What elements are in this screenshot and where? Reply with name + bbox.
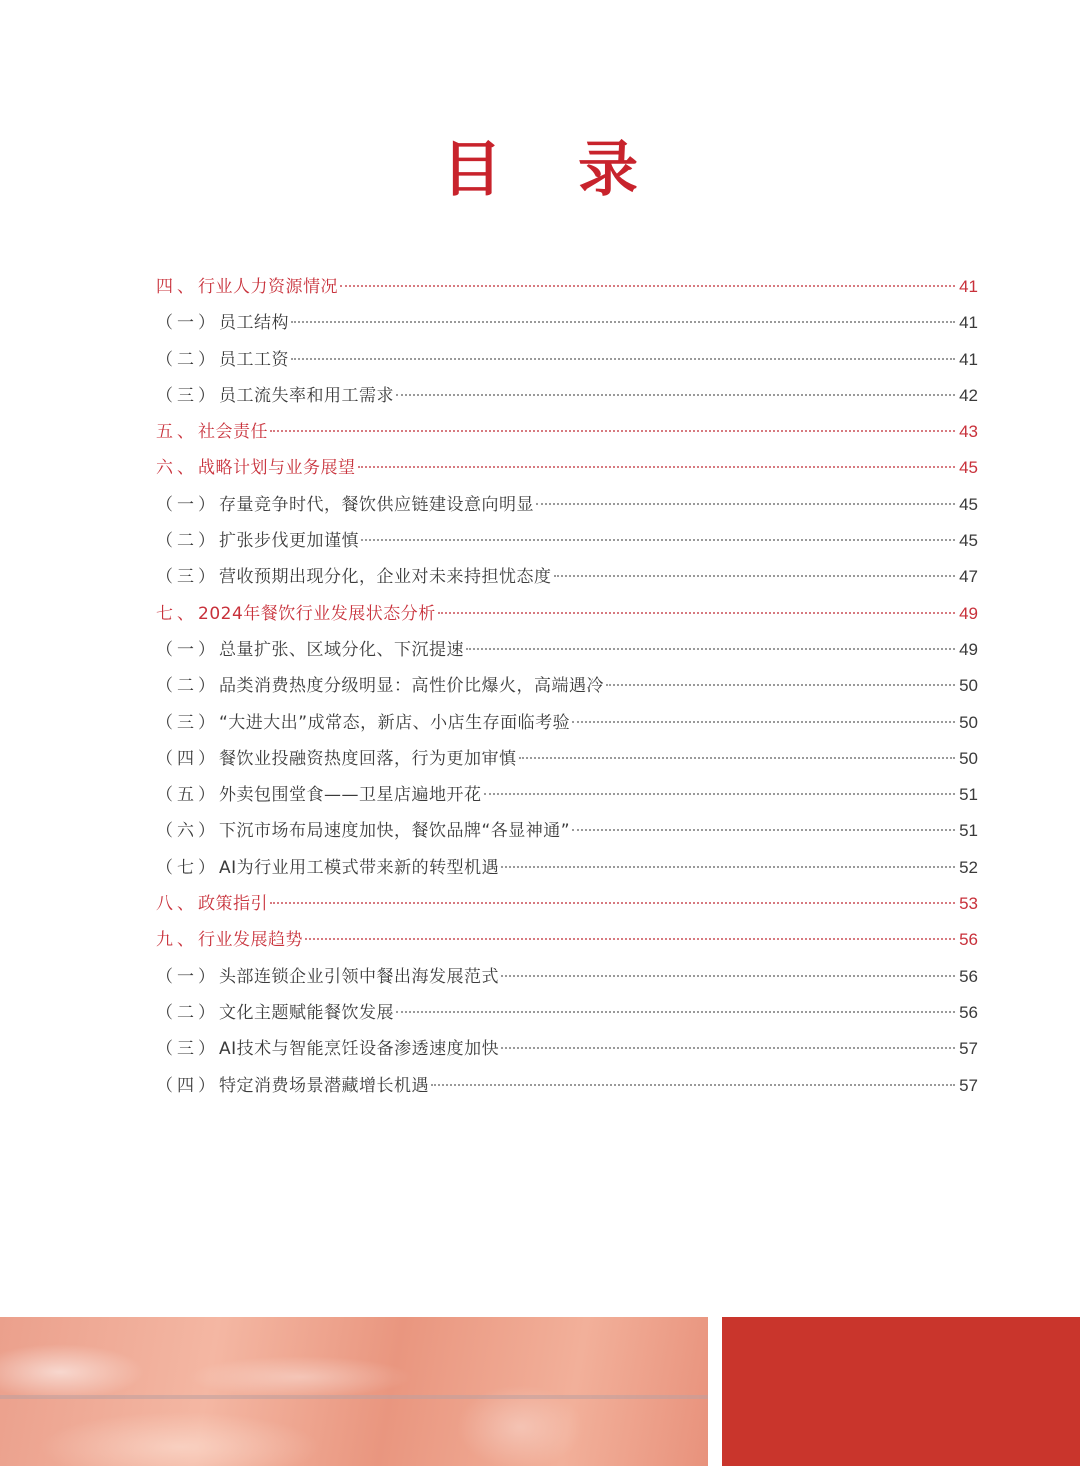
toc-dot-leader (438, 611, 955, 614)
toc-subsection-entry[interactable] (156, 526, 978, 562)
toc-entry-title (156, 562, 552, 587)
toc-page-number: 51 (959, 785, 978, 805)
toc-entry-number: 七、 (156, 603, 198, 624)
toc-entry-title (156, 962, 499, 987)
toc-entry-title (156, 1034, 499, 1059)
toc-section-entry[interactable] (156, 599, 978, 635)
toc-dot-leader (501, 865, 955, 868)
toc-subsection-entry[interactable] (156, 998, 978, 1034)
toc-page-number: 43 (959, 422, 978, 442)
toc-entry-number: 四、 (156, 277, 198, 297)
toc-entry-title (156, 925, 303, 950)
toc-entry-label: 特定消费场景潜藏增长机遇 (219, 1075, 429, 1096)
toc-entry-title (156, 490, 534, 515)
toc-entry-label: 下沉市场布局速度加快，餐饮品牌“各显神通” (219, 821, 571, 842)
toc-entry-label: 员工流失率和用工需求 (219, 385, 394, 406)
toc-dot-leader (358, 465, 956, 468)
toc-subsection-entry[interactable] (156, 562, 978, 598)
toc-entry-title (156, 635, 464, 660)
toc-dot-leader (431, 1083, 955, 1086)
toc-dot-leader (396, 1010, 955, 1013)
toc-entry-number: （三） (156, 385, 219, 406)
toc-entry-number: （二） (156, 349, 219, 370)
toc-entry-label: AI技术与智能烹饪设备渗透速度加快 (219, 1039, 500, 1060)
toc-entry-label: AI为行业用工模式带来新的转型机遇 (219, 857, 500, 878)
toc-dot-leader (519, 756, 956, 759)
toc-entry-number: （三） (156, 567, 219, 588)
toc-entry-label: 文化主题赋能餐饮发展 (219, 1002, 394, 1023)
toc-entry-title (156, 381, 394, 406)
toc-entry-title (156, 671, 604, 696)
toc-subsection-entry[interactable] (156, 490, 978, 526)
toc-dot-leader (291, 357, 955, 360)
toc-subsection-entry[interactable] (156, 1071, 978, 1107)
toc-entry-title (156, 889, 268, 914)
toc-dot-leader (291, 320, 955, 323)
footer-red-block (722, 1317, 1080, 1466)
toc-entry-number: （三） (156, 1039, 219, 1060)
toc-page-number: 41 (959, 277, 978, 296)
toc-dot-leader (484, 792, 956, 795)
toc-entry-label: 营收预期出现分化，企业对未来持担忧态度 (219, 567, 552, 588)
toc-entry-number: （四） (156, 748, 219, 769)
toc-entry-number: （五） (156, 785, 219, 806)
toc-page-number: 56 (959, 1002, 978, 1022)
toc-entry-number: （二） (156, 531, 219, 552)
toc-page-number: 45 (959, 494, 978, 514)
toc-subsection-entry[interactable] (156, 853, 978, 889)
toc-entry-title (156, 526, 359, 551)
toc-page-number: 51 (959, 821, 978, 841)
toc-section-entry[interactable] (156, 925, 978, 961)
toc-page-number: 41 (959, 349, 978, 369)
toc-subsection-entry[interactable] (156, 962, 978, 998)
toc-dot-leader (466, 647, 955, 650)
toc-entry-number: （一） (156, 313, 219, 334)
toc-dot-leader (554, 574, 956, 577)
toc-entry-title (156, 272, 338, 297)
toc-entry-title (156, 780, 482, 805)
toc-section-entry[interactable] (156, 272, 978, 308)
toc-entry-title (156, 708, 570, 733)
toc-page-number: 49 (959, 603, 978, 623)
toc-page-number: 42 (959, 385, 978, 405)
toc-entry-label: 行业人力资源情况 (198, 277, 338, 297)
toc-entry-number: （三） (156, 712, 219, 733)
toc-dot-leader (572, 720, 955, 723)
toc-page-number: 47 (959, 567, 978, 587)
toc-page-number: 53 (959, 894, 978, 914)
toc-dot-leader (536, 502, 955, 505)
toc-entry-number: （六） (156, 821, 219, 842)
toc-entry-title (156, 308, 289, 333)
toc-page-number: 57 (959, 1039, 978, 1059)
toc-entry-title (156, 1071, 429, 1096)
toc-subsection-entry[interactable] (156, 345, 978, 381)
toc-entry-label: 餐饮业投融资热度回落，行为更加审慎 (219, 748, 517, 769)
toc-entry-title (156, 599, 436, 624)
toc-subsection-entry[interactable] (156, 308, 978, 344)
toc-subsection-entry[interactable] (156, 708, 978, 744)
toc-entry-title (156, 744, 517, 769)
toc-entry-label: 头部连锁企业引领中餐出海发展范式 (219, 966, 499, 987)
toc-dot-leader (361, 538, 955, 541)
toc-page-number: 50 (959, 748, 978, 768)
toc-entry-title (156, 853, 499, 878)
toc-entry-label: 行业发展趋势 (198, 930, 303, 951)
toc-dot-leader (305, 937, 955, 940)
toc-entry-label: 社会责任 (198, 422, 268, 443)
toc-entry-number: （四） (156, 1075, 219, 1096)
toc-page-number: 41 (959, 313, 978, 333)
toc-entry-label: 2024年餐饮行业发展状态分析 (198, 603, 436, 624)
toc-dot-leader (270, 901, 955, 904)
toc-entry-label: 员工结构 (219, 313, 289, 334)
toc-entry-title (156, 453, 356, 478)
footer-decorative-image (0, 1317, 708, 1466)
page-title: 目录 (442, 135, 714, 206)
toc-entry-number: 九、 (156, 930, 198, 951)
toc-entry-label: 外卖包围堂食——卫星店遍地开花 (219, 785, 482, 806)
toc-dot-leader (340, 284, 955, 287)
toc-entry-label: 员工工资 (219, 349, 289, 370)
toc-dot-leader (501, 974, 955, 977)
toc-dot-leader (606, 683, 955, 686)
toc-subsection-entry[interactable] (156, 816, 978, 852)
toc-entry-number: （二） (156, 676, 219, 697)
toc-entry-label: 战略计划与业务展望 (198, 458, 356, 479)
toc-subsection-entry[interactable] (156, 744, 978, 780)
toc-section-entry[interactable] (156, 417, 978, 453)
toc-section-entry[interactable] (156, 453, 978, 489)
toc-page-number: 50 (959, 712, 978, 732)
toc-subsection-entry[interactable] (156, 780, 978, 816)
toc-entry-number: 八、 (156, 894, 198, 915)
toc-entry-label: 扩张步伐更加谨慎 (219, 531, 359, 552)
toc-entry-number: （二） (156, 1002, 219, 1023)
toc-entry-label: 政策指引 (198, 894, 268, 915)
toc-entry-label: “大进大出”成常态，新店、小店生存面临考验 (219, 712, 571, 733)
toc-dot-leader (396, 393, 955, 396)
toc-entry-number: （一） (156, 966, 219, 987)
toc-entry-number: 五、 (156, 422, 198, 443)
toc-page-number: 56 (959, 930, 978, 950)
toc-entry-number: （七） (156, 857, 219, 878)
toc-subsection-entry[interactable] (156, 1034, 978, 1070)
toc-subsection-entry[interactable] (156, 635, 978, 671)
toc-entry-number: 六、 (156, 458, 198, 479)
toc-section-entry[interactable] (156, 889, 978, 925)
toc-entry-title (156, 345, 289, 370)
toc-entry-title (156, 998, 394, 1023)
toc-entry-number: （一） (156, 494, 219, 515)
toc-entry-label: 存量竞争时代，餐饮供应链建设意向明显 (219, 494, 534, 515)
toc-dot-leader (572, 828, 955, 831)
toc-entry-label: 品类消费热度分级明显：高性价比爆火，高端遇冷 (219, 676, 604, 697)
table-of-contents (156, 272, 978, 1107)
footer-divider-band (0, 1395, 708, 1399)
toc-page-number: 50 (959, 676, 978, 696)
toc-entry-number: （一） (156, 639, 219, 660)
toc-entry-title (156, 816, 570, 841)
toc-dot-leader (270, 429, 955, 432)
toc-page-number: 52 (959, 857, 978, 877)
toc-subsection-entry[interactable] (156, 381, 978, 417)
toc-entry-label: 总量扩张、区域分化、下沉提速 (219, 639, 464, 660)
toc-page-number: 45 (959, 458, 978, 478)
toc-subsection-entry[interactable] (156, 671, 978, 707)
toc-entry-title (156, 417, 268, 442)
toc-page-number: 49 (959, 639, 978, 659)
toc-page-number: 56 (959, 966, 978, 986)
toc-page-number: 57 (959, 1075, 978, 1095)
toc-page-number: 45 (959, 531, 978, 551)
toc-dot-leader (501, 1046, 955, 1049)
